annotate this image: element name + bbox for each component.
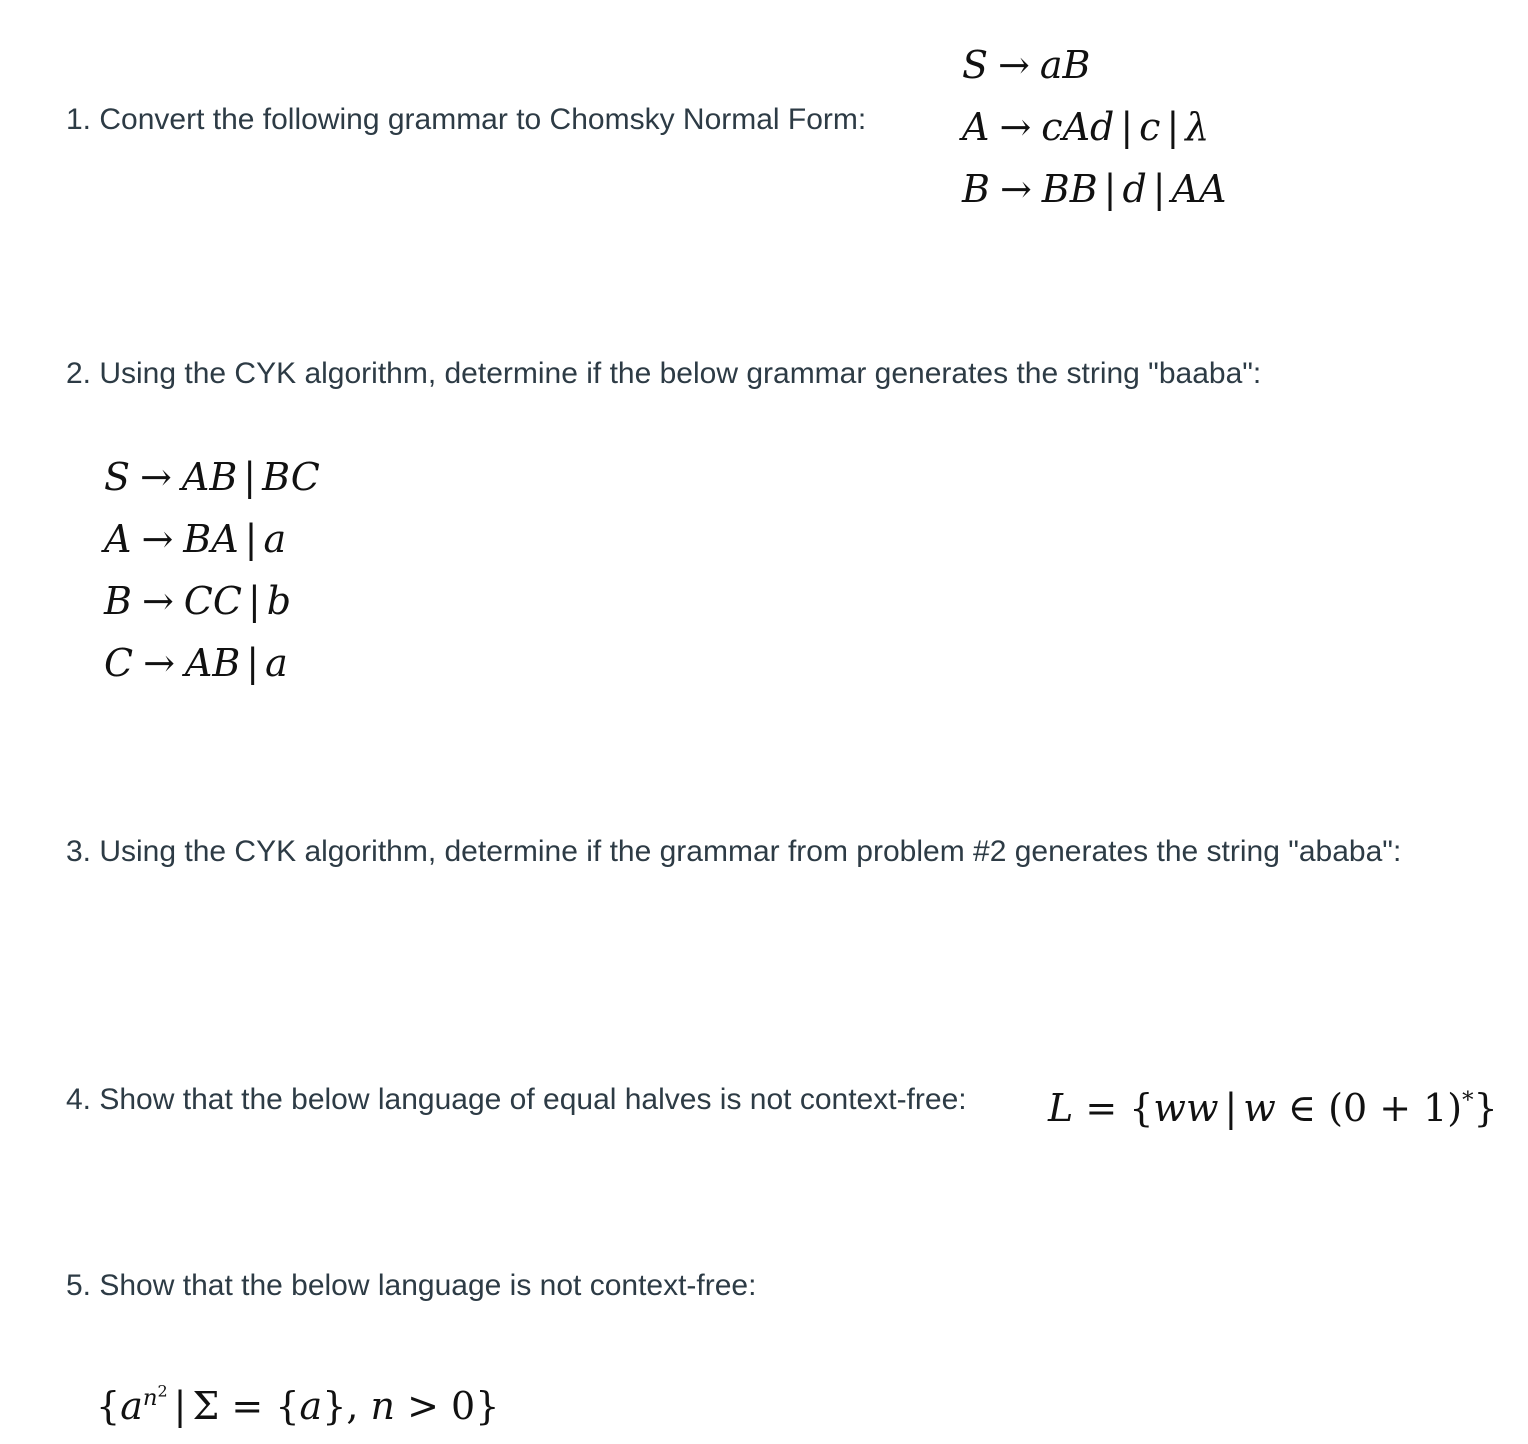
problem-1-text: 1. Convert the following grammar to Chomsky Normal Form:	[66, 103, 867, 136]
grammar-2-rule: S → AB | BC	[104, 455, 320, 499]
grammar-1-rule: S → aB	[962, 43, 1091, 87]
language-4-formula: L = {ww | w ∈ (0 + 1)*}	[1048, 1086, 1498, 1130]
problem-2-text: 2. Using the CYK algorithm, determine if the below grammar generates the string "baaba":	[66, 357, 1262, 390]
grammar-2-rule: C → AB | a	[104, 641, 288, 685]
grammar-2-rule: A → BA | a	[104, 517, 287, 561]
problem-5-text: 5. Show that the below language is not context-free:	[66, 1269, 757, 1302]
problem-4-text: 4. Show that the below language of equal halves is not context-free:	[66, 1083, 967, 1116]
grammar-1	[962, 34, 1226, 220]
grammar-2-rule: B → CC | b	[104, 579, 292, 623]
grammar-1-rule: A → cAd | c | λ	[962, 105, 1210, 149]
grammar-1-rule: B → BB | d | AA	[962, 167, 1227, 211]
problem-3-text: 3. Using the CYK algorithm, determine if the grammar from problem #2 generates the string "ababa":	[66, 835, 1402, 868]
grammar-2	[104, 446, 320, 694]
language-5-formula: {$a^{n^2}$ | Σ = {a}, n > 0}	[96, 1381, 500, 1428]
